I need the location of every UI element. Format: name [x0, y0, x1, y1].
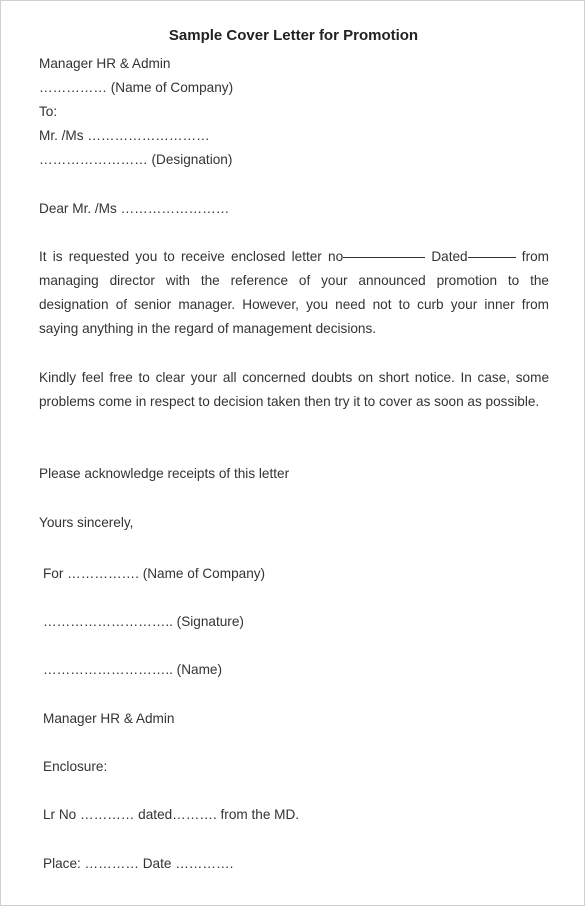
body-paragraph-1 [39, 245, 549, 341]
body-paragraph-2: Kindly feel free to clear your all concerned doubts on short notice. In case, some problems come in respect to decision taken then try it to cover as soon as possible. [39, 370, 549, 409]
sender-company: …………… (Name of Company) [39, 80, 234, 95]
salutation: Dear Mr. /Ms …………………… [39, 201, 230, 216]
enclosure-details: Lr No ………… dated………. from the MD. [43, 807, 300, 822]
enclosure-label: Enclosure: [43, 759, 108, 774]
letter-number-blank [343, 257, 425, 258]
closing-sincerely: Yours sincerely, [39, 515, 134, 530]
closing-designation: Manager HR & Admin [43, 711, 175, 726]
closing-name: ……………………….. (Name) [43, 662, 222, 677]
body-paragraph-3: Please acknowledge receipts of this letter [39, 466, 290, 481]
recipient-designation: …………………… (Designation) [39, 152, 233, 167]
place-date: Place: ………… Date …………. [43, 856, 234, 871]
recipient-name: Mr. /Ms ……………………… [39, 128, 210, 143]
closing-for-company: For ……………. (Name of Company) [43, 566, 266, 581]
page-title: Sample Cover Letter for Promotion [168, 27, 419, 44]
date-blank [468, 257, 516, 258]
body-paragraph-1-start: It is requested you to receive enclosed letter no [39, 249, 344, 264]
sender-title: Manager HR & Admin [39, 56, 171, 71]
recipient-to-label: To: [39, 104, 58, 119]
closing-signature: ……………………….. (Signature) [43, 614, 244, 629]
body-paragraph-1-rest: from managing director with the reference of your announced promotion to the designation of senior manager. However, you need not to curb your inner from saying anything in the regard of management decisions. [39, 249, 549, 336]
body-paragraph-1-dated: Dated [425, 249, 468, 264]
